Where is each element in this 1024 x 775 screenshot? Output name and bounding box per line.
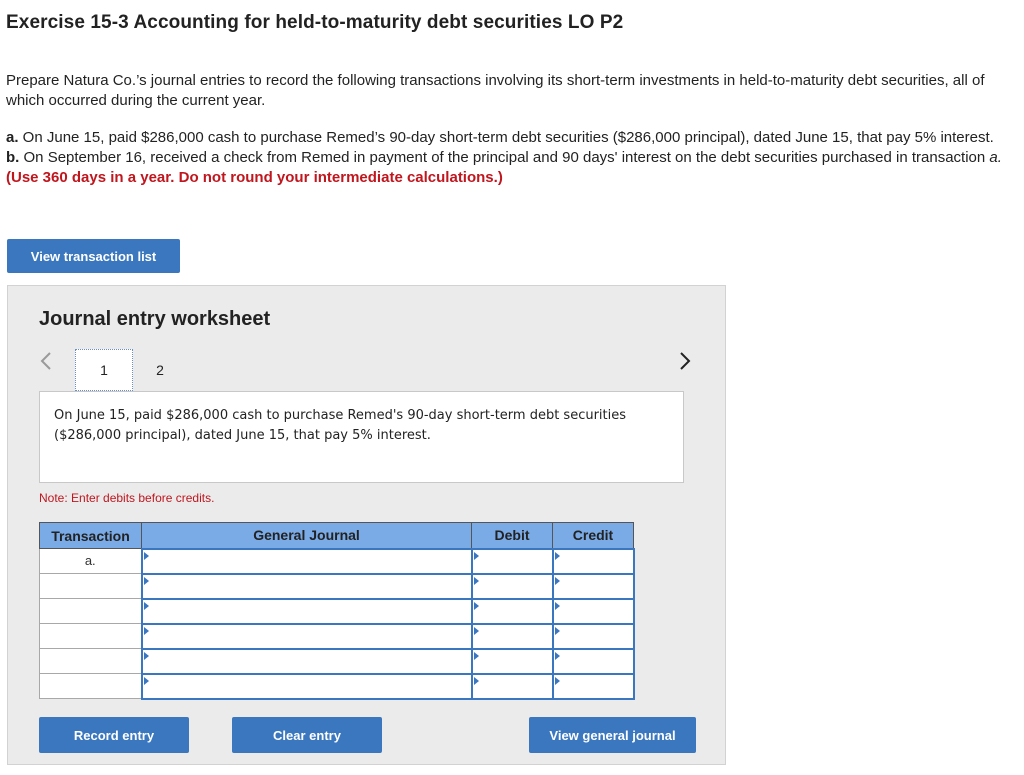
transaction-description: On June 15, paid $286,000 cash to purchase Remed's 90-day short-term debt securities ($286,000 principal), dated June 15, that pay 5% interest. — [39, 391, 684, 483]
account-input[interactable] — [142, 599, 472, 624]
dropdown-marker-icon — [474, 577, 479, 585]
item-a-text: On June 15, paid $286,000 cash to purchase Remed’s 90-day short-term debt securities ($286,000 principal), dated June 15, that pay 5% interest. — [18, 129, 994, 146]
account-input[interactable] — [142, 649, 472, 674]
transaction-cell — [40, 599, 142, 624]
dropdown-marker-icon — [555, 652, 560, 660]
debit-input[interactable] — [472, 549, 553, 574]
dropdown-marker-icon — [144, 627, 149, 635]
dropdown-marker-icon — [144, 677, 149, 685]
dropdown-marker-icon — [474, 677, 479, 685]
credit-input[interactable] — [553, 574, 634, 599]
item-b-label: b. — [6, 149, 20, 166]
table-row — [40, 624, 634, 649]
dropdown-marker-icon — [474, 652, 479, 660]
chevron-right-icon[interactable] — [678, 350, 694, 372]
transaction-cell — [40, 674, 142, 699]
view-transaction-list-button[interactable]: View transaction list — [7, 239, 180, 273]
transaction-cell: a. — [40, 549, 142, 574]
column-header-transaction: Transaction — [40, 523, 142, 549]
journal-entry-worksheet — [7, 285, 726, 765]
dropdown-marker-icon — [144, 577, 149, 585]
item-b-instruction: (Use 360 days in a year. Do not round your intermediate calculations.) — [6, 169, 503, 186]
debit-input[interactable] — [472, 624, 553, 649]
transaction-items — [6, 128, 1016, 188]
table-row — [40, 599, 634, 624]
dropdown-marker-icon — [555, 677, 560, 685]
account-input[interactable] — [142, 574, 472, 599]
account-input[interactable] — [142, 549, 472, 574]
worksheet-page-2[interactable]: 2 — [156, 362, 164, 378]
journal-header-row — [40, 523, 634, 549]
table-row — [40, 649, 634, 674]
dropdown-marker-icon — [144, 552, 149, 560]
account-input[interactable] — [142, 624, 472, 649]
item-b-text: On September 16, received a check from Remed in payment of the principal and 90 days' interest on the debt securities purchased in transaction — [19, 149, 990, 166]
dropdown-marker-icon — [555, 602, 560, 610]
dropdown-marker-icon — [474, 552, 479, 560]
clear-entry-button[interactable]: Clear entry — [232, 717, 382, 753]
journal-table — [39, 522, 635, 700]
debit-input[interactable] — [472, 674, 553, 699]
debit-input[interactable] — [472, 649, 553, 674]
page-title: Exercise 15-3 Accounting for held-to-maturity debt securities LO P2 — [6, 12, 624, 33]
worksheet-title: Journal entry worksheet — [39, 308, 271, 330]
credit-input[interactable] — [553, 649, 634, 674]
worksheet-page-1[interactable]: 1 — [75, 349, 133, 391]
credit-input[interactable] — [553, 624, 634, 649]
column-header-debit: Debit — [472, 523, 553, 549]
debit-input[interactable] — [472, 599, 553, 624]
item-a — [6, 128, 1016, 148]
column-header-credit: Credit — [553, 523, 634, 549]
dropdown-marker-icon — [555, 577, 560, 585]
item-b-ref: a. — [989, 149, 1002, 166]
column-header-general-journal: General Journal — [142, 523, 472, 549]
item-b — [6, 148, 1016, 188]
table-row — [40, 674, 634, 699]
account-input[interactable] — [142, 674, 472, 699]
credit-input[interactable] — [553, 599, 634, 624]
chevron-left-icon[interactable] — [39, 350, 55, 372]
intro-text: Prepare Natura Co.’s journal entries to record the following transactions involving its short-term investments in held-to-maturity debt securities, all of which occurred during the current year. — [6, 72, 985, 109]
dropdown-marker-icon — [474, 627, 479, 635]
dropdown-marker-icon — [144, 652, 149, 660]
dropdown-marker-icon — [555, 552, 560, 560]
dropdown-marker-icon — [474, 602, 479, 610]
item-a-label: a. — [6, 129, 19, 146]
credit-input[interactable] — [553, 549, 634, 574]
table-row — [40, 574, 634, 599]
debit-input[interactable] — [472, 574, 553, 599]
transaction-cell — [40, 649, 142, 674]
dropdown-marker-icon — [144, 602, 149, 610]
transaction-cell — [40, 574, 142, 599]
record-entry-button[interactable]: Record entry — [39, 717, 189, 753]
credit-input[interactable] — [553, 674, 634, 699]
debit-credit-note: Note: Enter debits before credits. — [39, 491, 215, 505]
table-row — [40, 549, 634, 574]
view-general-journal-button[interactable]: View general journal — [529, 717, 696, 753]
transaction-cell — [40, 624, 142, 649]
dropdown-marker-icon — [555, 627, 560, 635]
